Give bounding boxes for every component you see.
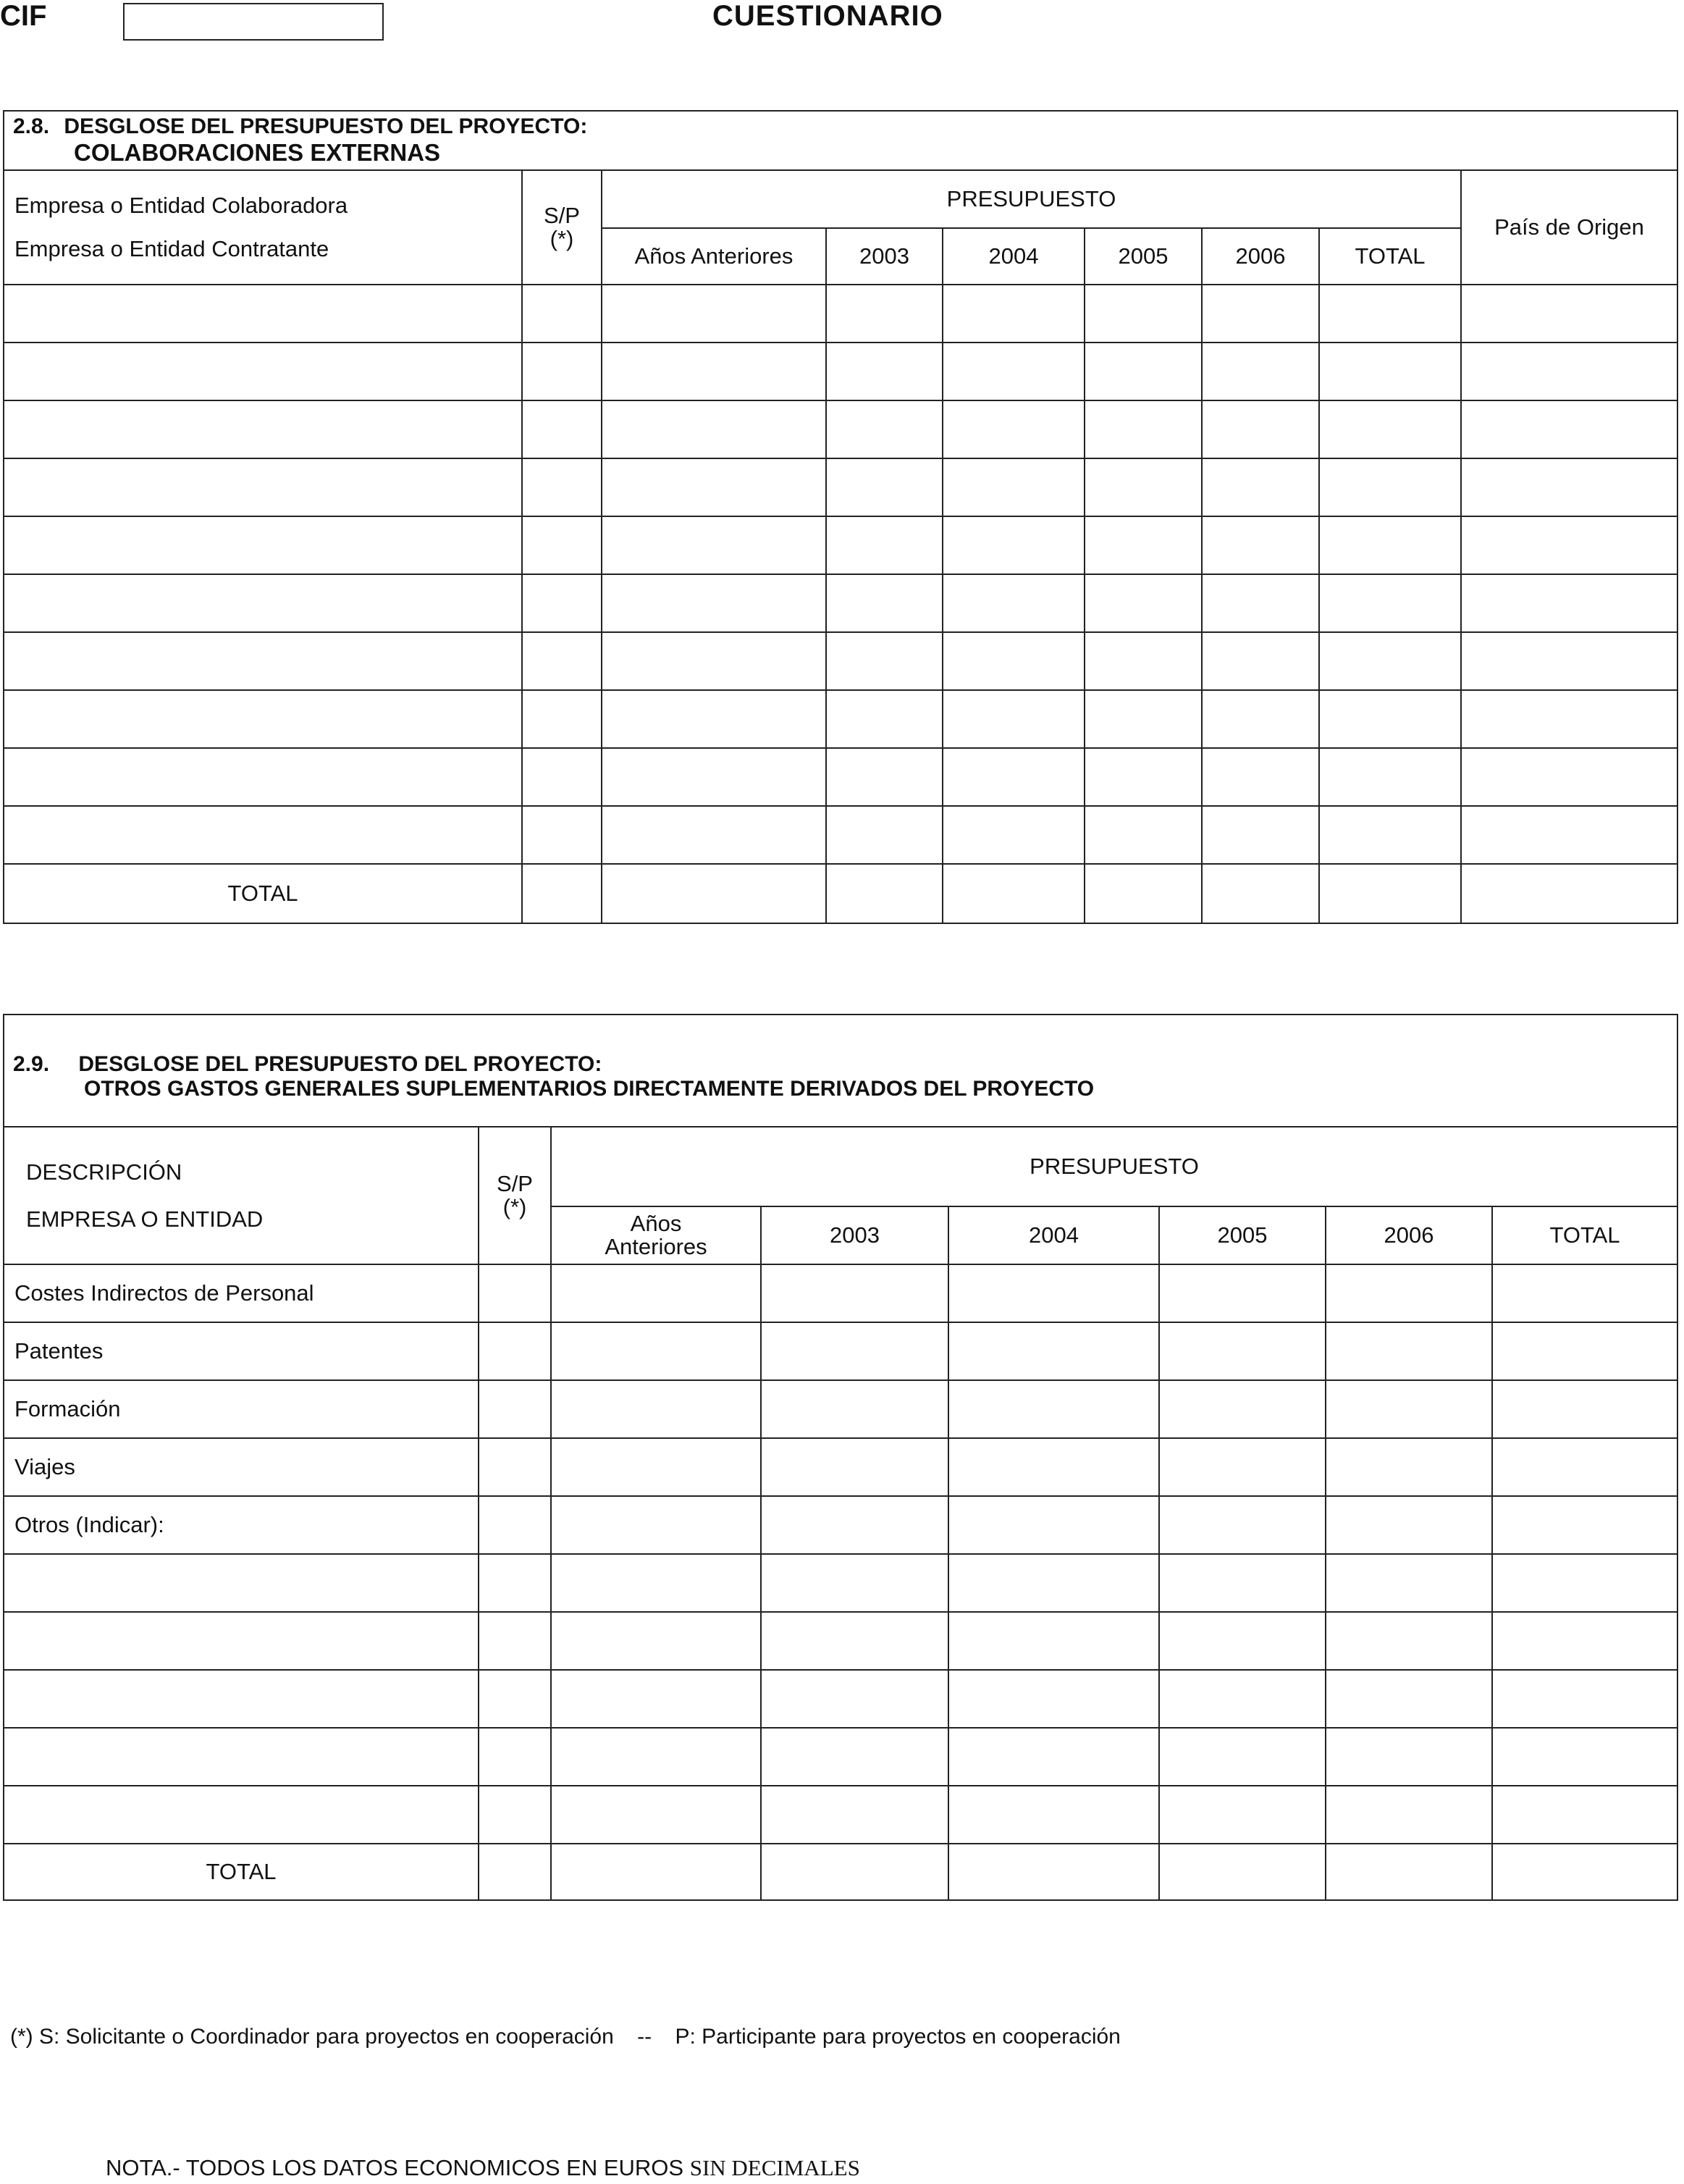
table-cell[interactable] <box>1492 1322 1677 1380</box>
table-cell[interactable] <box>1461 343 1677 400</box>
table-cell[interactable] <box>1202 574 1319 632</box>
table-cell[interactable] <box>1159 1496 1326 1554</box>
table-cell[interactable] <box>522 574 602 632</box>
table-cell[interactable] <box>1461 748 1677 806</box>
table-cell[interactable] <box>943 632 1085 690</box>
table-cell[interactable] <box>943 343 1085 400</box>
table-cell[interactable] <box>761 1844 948 1900</box>
row-label[interactable] <box>4 1786 479 1844</box>
table-row <box>4 285 1677 343</box>
cif-label: CIF <box>0 0 47 32</box>
table-cell[interactable] <box>602 343 826 400</box>
table-cell[interactable] <box>479 1380 551 1438</box>
table-cell[interactable] <box>1202 343 1319 400</box>
table-cell[interactable] <box>1492 1670 1677 1728</box>
table-cell[interactable] <box>1326 1728 1492 1786</box>
table-cell[interactable] <box>522 285 602 343</box>
total-row <box>4 1844 1677 1900</box>
table-cell[interactable] <box>1319 516 1461 574</box>
table-cell[interactable] <box>1319 806 1461 864</box>
section-2-9-title <box>4 1015 1677 1127</box>
entity-column-header <box>4 170 522 285</box>
table-row <box>4 1380 1677 1438</box>
table-cell[interactable] <box>1492 1496 1677 1554</box>
table-cell[interactable] <box>1159 1554 1326 1612</box>
table-cell[interactable] <box>1085 285 1202 343</box>
table-cell[interactable] <box>602 458 826 516</box>
table-cell[interactable] <box>1085 458 1202 516</box>
table-cell[interactable] <box>761 1554 948 1612</box>
table-row <box>4 1728 1677 1786</box>
table-cell[interactable] <box>522 458 602 516</box>
section-number: 2.8. <box>13 114 50 138</box>
row-label: Viajes <box>4 1438 479 1496</box>
table-cell[interactable] <box>602 748 826 806</box>
table-cell[interactable] <box>1492 1728 1677 1786</box>
table-cell[interactable] <box>1319 632 1461 690</box>
table-cell[interactable] <box>1159 1670 1326 1728</box>
row-label: Formación <box>4 1380 479 1438</box>
table-cell[interactable] <box>1319 864 1461 923</box>
table-row <box>4 1786 1677 1844</box>
row-label: Patentes <box>4 1322 479 1380</box>
table-cell[interactable] <box>826 690 943 748</box>
table-cell[interactable] <box>943 574 1085 632</box>
sp-label: S/P <box>544 203 580 228</box>
table-cell[interactable] <box>1492 1554 1677 1612</box>
section-2-8-title <box>4 111 1677 170</box>
table-cell[interactable] <box>4 632 522 690</box>
nota-main: NOTA.- TODOS LOS DATOS ECONOMICOS EN EUROS <box>106 2155 684 2180</box>
table-cell[interactable] <box>1085 343 1202 400</box>
sp-footnote <box>10 2025 1121 2049</box>
table-cell[interactable] <box>1159 1728 1326 1786</box>
table-cell[interactable] <box>602 516 826 574</box>
year-header: Años Anteriores <box>551 1206 761 1264</box>
table-cell[interactable] <box>826 748 943 806</box>
description-header-line-2: EMPRESA O ENTIDAD <box>26 1206 264 1232</box>
table-cell[interactable] <box>1085 516 1202 574</box>
table-row <box>4 1496 1677 1554</box>
table-cell[interactable] <box>1461 690 1677 748</box>
footnote-separator: -- <box>637 2025 652 2049</box>
table-cell[interactable] <box>948 1554 1159 1612</box>
nota-line <box>106 2155 860 2181</box>
table-cell[interactable] <box>826 632 943 690</box>
table-cell[interactable] <box>479 1612 551 1670</box>
table-cell[interactable] <box>1085 574 1202 632</box>
table-cell[interactable] <box>1326 1612 1492 1670</box>
total-row <box>4 864 1677 923</box>
table-cell[interactable] <box>1326 1322 1492 1380</box>
table-cell[interactable] <box>551 1844 761 1900</box>
table-cell[interactable] <box>602 285 826 343</box>
table-cell[interactable] <box>943 748 1085 806</box>
table-cell[interactable] <box>1202 748 1319 806</box>
table-cell[interactable] <box>1461 574 1677 632</box>
table-row <box>4 516 1677 574</box>
table-cell[interactable] <box>1319 343 1461 400</box>
table-cell[interactable] <box>826 516 943 574</box>
table-cell[interactable] <box>943 400 1085 458</box>
table-cell[interactable] <box>761 1438 948 1496</box>
table-cell[interactable] <box>1461 516 1677 574</box>
table-cell[interactable] <box>522 343 602 400</box>
table-cell[interactable] <box>479 1496 551 1554</box>
table-cell[interactable] <box>1492 1786 1677 1844</box>
table-cell[interactable] <box>522 864 602 923</box>
section-subheading: OTROS GASTOS GENERALES SUPLEMENTARIOS DIRECTAMENTE DERIVADOS DEL PROYECTO <box>84 1076 1095 1101</box>
table-cell[interactable] <box>1202 864 1319 923</box>
table-cell[interactable] <box>602 574 826 632</box>
table-cell[interactable] <box>761 1264 948 1322</box>
table-cell[interactable] <box>1326 1554 1492 1612</box>
document-title: CUESTIONARIO <box>712 0 943 32</box>
table-cell[interactable] <box>1085 748 1202 806</box>
table-cell[interactable] <box>1085 632 1202 690</box>
table-row <box>4 1438 1677 1496</box>
table-cell[interactable] <box>1492 1380 1677 1438</box>
table-cell[interactable] <box>1085 806 1202 864</box>
table-cell[interactable] <box>602 864 826 923</box>
table-cell[interactable] <box>943 516 1085 574</box>
table-cell[interactable] <box>1319 690 1461 748</box>
budget-header: PRESUPUESTO <box>551 1127 1677 1206</box>
table-row <box>4 1322 1677 1380</box>
table-cell[interactable] <box>943 285 1085 343</box>
table-cell[interactable] <box>479 1264 551 1322</box>
table-row <box>4 1612 1677 1670</box>
total-label: TOTAL <box>4 864 522 923</box>
table-cell[interactable] <box>1159 1264 1326 1322</box>
table-row <box>4 574 1677 632</box>
table-cell[interactable] <box>479 1322 551 1380</box>
table-cell[interactable] <box>826 343 943 400</box>
table-cell[interactable] <box>4 516 522 574</box>
table-cell[interactable] <box>761 1322 948 1380</box>
table-cell[interactable] <box>948 1670 1159 1728</box>
table-cell[interactable] <box>948 1786 1159 1844</box>
table-cell[interactable] <box>1461 632 1677 690</box>
table-cell[interactable] <box>1461 400 1677 458</box>
sp-column-header <box>479 1127 551 1264</box>
table-cell[interactable] <box>948 1496 1159 1554</box>
table-cell[interactable] <box>4 400 522 458</box>
year-header: 2006 <box>1202 228 1319 285</box>
table-cell[interactable] <box>479 1786 551 1844</box>
table-cell[interactable] <box>479 1554 551 1612</box>
table-cell[interactable] <box>761 1670 948 1728</box>
table-cell[interactable] <box>479 1438 551 1496</box>
table-cell[interactable] <box>4 458 522 516</box>
entity-header-line-2: Empresa o Entidad Contratante <box>14 236 329 261</box>
table-cell[interactable] <box>1159 1844 1326 1900</box>
year-header: 2005 <box>1159 1206 1326 1264</box>
table-cell[interactable] <box>826 285 943 343</box>
table-cell[interactable] <box>948 1438 1159 1496</box>
table-cell[interactable] <box>602 632 826 690</box>
section-number: 2.9. <box>13 1051 50 1076</box>
table-cell[interactable] <box>761 1786 948 1844</box>
year-header: 2003 <box>826 228 943 285</box>
table-cell[interactable] <box>479 1670 551 1728</box>
table-cell[interactable] <box>1085 864 1202 923</box>
table-cell[interactable] <box>1202 690 1319 748</box>
table-cell[interactable] <box>1492 1612 1677 1670</box>
table-cell[interactable] <box>1202 458 1319 516</box>
section-2-8-table <box>3 110 1678 924</box>
table-cell[interactable] <box>4 285 522 343</box>
table-cell[interactable] <box>479 1728 551 1786</box>
section-heading: DESGLOSE DEL PRESUPUESTO DEL PROYECTO: <box>78 1051 602 1076</box>
table-cell[interactable] <box>4 806 522 864</box>
table-cell[interactable] <box>948 1728 1159 1786</box>
table-cell[interactable] <box>4 343 522 400</box>
table-cell[interactable] <box>943 864 1085 923</box>
table-cell[interactable] <box>1319 748 1461 806</box>
table-cell[interactable] <box>1202 806 1319 864</box>
footnote-s: (*) S: Solicitante o Coordinador para proyectos en cooperación <box>10 2025 614 2049</box>
table-cell[interactable] <box>1159 1612 1326 1670</box>
table-cell[interactable] <box>1492 1264 1677 1322</box>
table-row <box>4 632 1677 690</box>
table-cell[interactable] <box>1319 458 1461 516</box>
table-row <box>4 690 1677 748</box>
table-cell[interactable] <box>826 806 943 864</box>
table-row <box>4 1554 1677 1612</box>
table-cell[interactable] <box>1326 1844 1492 1900</box>
row-label: Costes Indirectos de Personal <box>4 1264 479 1322</box>
table-cell[interactable] <box>1326 1786 1492 1844</box>
table-cell[interactable] <box>551 1438 761 1496</box>
year-header: TOTAL <box>1492 1206 1677 1264</box>
year-header: TOTAL <box>1319 228 1461 285</box>
year-header: 2004 <box>943 228 1085 285</box>
table-cell[interactable] <box>761 1728 948 1786</box>
row-label: Otros (Indicar): <box>4 1496 479 1554</box>
table-cell[interactable] <box>602 400 826 458</box>
sp-label: S/P <box>497 1171 533 1196</box>
table-row <box>4 400 1677 458</box>
table-cell[interactable] <box>1319 400 1461 458</box>
table-cell[interactable] <box>948 1264 1159 1322</box>
table-cell[interactable] <box>551 1728 761 1786</box>
table-cell[interactable] <box>761 1612 948 1670</box>
description-header-line-1: DESCRIPCIÓN <box>26 1159 182 1185</box>
row-label[interactable] <box>4 1554 479 1612</box>
table-cell[interactable] <box>948 1322 1159 1380</box>
table-cell[interactable] <box>522 690 602 748</box>
cif-input-box[interactable] <box>123 3 384 41</box>
table-cell[interactable] <box>761 1380 948 1438</box>
table-cell[interactable] <box>551 1612 761 1670</box>
table-cell[interactable] <box>1492 1844 1677 1900</box>
country-column-header: País de Origen <box>1461 170 1677 285</box>
table-cell[interactable] <box>1326 1380 1492 1438</box>
table-row <box>4 343 1677 400</box>
table-row <box>4 458 1677 516</box>
table-cell[interactable] <box>1461 864 1677 923</box>
table-cell[interactable] <box>826 400 943 458</box>
table-cell[interactable] <box>1461 285 1677 343</box>
description-column-header <box>4 1127 479 1264</box>
year-header: Años Anteriores <box>602 228 826 285</box>
row-label[interactable] <box>4 1670 479 1728</box>
table-cell[interactable] <box>1492 1438 1677 1496</box>
table-cell[interactable] <box>479 1844 551 1900</box>
table-cell[interactable] <box>551 1496 761 1554</box>
table-cell[interactable] <box>4 690 522 748</box>
table-row <box>4 1264 1677 1322</box>
table-row <box>4 748 1677 806</box>
budget-header: PRESUPUESTO <box>602 170 1461 228</box>
table-cell[interactable] <box>551 1670 761 1728</box>
table-cell[interactable] <box>948 1380 1159 1438</box>
table-cell[interactable] <box>551 1786 761 1844</box>
row-label[interactable] <box>4 1612 479 1670</box>
table-cell[interactable] <box>1461 806 1677 864</box>
table-cell[interactable] <box>1202 632 1319 690</box>
table-cell[interactable] <box>1202 400 1319 458</box>
footnote-p: P: Participante para proyectos en cooperación <box>675 2025 1121 2049</box>
sp-column-header <box>522 170 602 285</box>
table-cell[interactable] <box>1085 690 1202 748</box>
table-cell[interactable] <box>943 690 1085 748</box>
table-cell[interactable] <box>1202 516 1319 574</box>
year-header: 2004 <box>948 1206 1159 1264</box>
table-cell[interactable] <box>602 690 826 748</box>
table-cell[interactable] <box>826 458 943 516</box>
table-cell[interactable] <box>1159 1380 1326 1438</box>
table-cell[interactable] <box>943 458 1085 516</box>
table-cell[interactable] <box>948 1612 1159 1670</box>
sp-note: (*) <box>550 226 574 251</box>
table-cell[interactable] <box>551 1380 761 1438</box>
table-cell[interactable] <box>826 864 943 923</box>
table-cell[interactable] <box>1461 458 1677 516</box>
table-cell[interactable] <box>4 748 522 806</box>
table-cell[interactable] <box>522 516 602 574</box>
total-label: TOTAL <box>4 1844 479 1900</box>
table-cell[interactable] <box>1202 285 1319 343</box>
entity-header-line-1: Empresa o Entidad Colaboradora <box>14 193 348 218</box>
table-cell[interactable] <box>1159 1786 1326 1844</box>
nota-tail: SIN DECIMALES <box>689 2155 860 2180</box>
table-cell[interactable] <box>551 1322 761 1380</box>
table-cell[interactable] <box>943 806 1085 864</box>
table-cell[interactable] <box>948 1844 1159 1900</box>
table-cell[interactable] <box>522 806 602 864</box>
section-heading: DESGLOSE DEL PRESUPUESTO DEL PROYECTO: <box>64 114 588 138</box>
table-cell[interactable] <box>522 400 602 458</box>
table-cell[interactable] <box>1159 1438 1326 1496</box>
section-subheading: COLABORACIONES EXTERNAS <box>74 139 441 166</box>
table-cell[interactable] <box>1326 1264 1492 1322</box>
table-cell[interactable] <box>602 806 826 864</box>
table-cell[interactable] <box>1326 1496 1492 1554</box>
year-header: 2005 <box>1085 228 1202 285</box>
sp-note: (*) <box>502 1194 527 1219</box>
table-cell[interactable] <box>1319 574 1461 632</box>
table-cell[interactable] <box>1319 285 1461 343</box>
table-cell[interactable] <box>551 1264 761 1322</box>
table-cell[interactable] <box>761 1496 948 1554</box>
table-row <box>4 1670 1677 1728</box>
table-cell[interactable] <box>522 748 602 806</box>
table-cell[interactable] <box>1326 1438 1492 1496</box>
table-cell[interactable] <box>826 574 943 632</box>
year-header: 2006 <box>1326 1206 1492 1264</box>
year-header: 2003 <box>761 1206 948 1264</box>
table-cell[interactable] <box>1326 1670 1492 1728</box>
table-cell[interactable] <box>4 574 522 632</box>
table-cell[interactable] <box>1085 400 1202 458</box>
table-cell[interactable] <box>1159 1322 1326 1380</box>
row-label[interactable] <box>4 1728 479 1786</box>
table-cell[interactable] <box>522 632 602 690</box>
section-2-9-table <box>3 1014 1678 1901</box>
table-row <box>4 806 1677 864</box>
table-cell[interactable] <box>551 1554 761 1612</box>
